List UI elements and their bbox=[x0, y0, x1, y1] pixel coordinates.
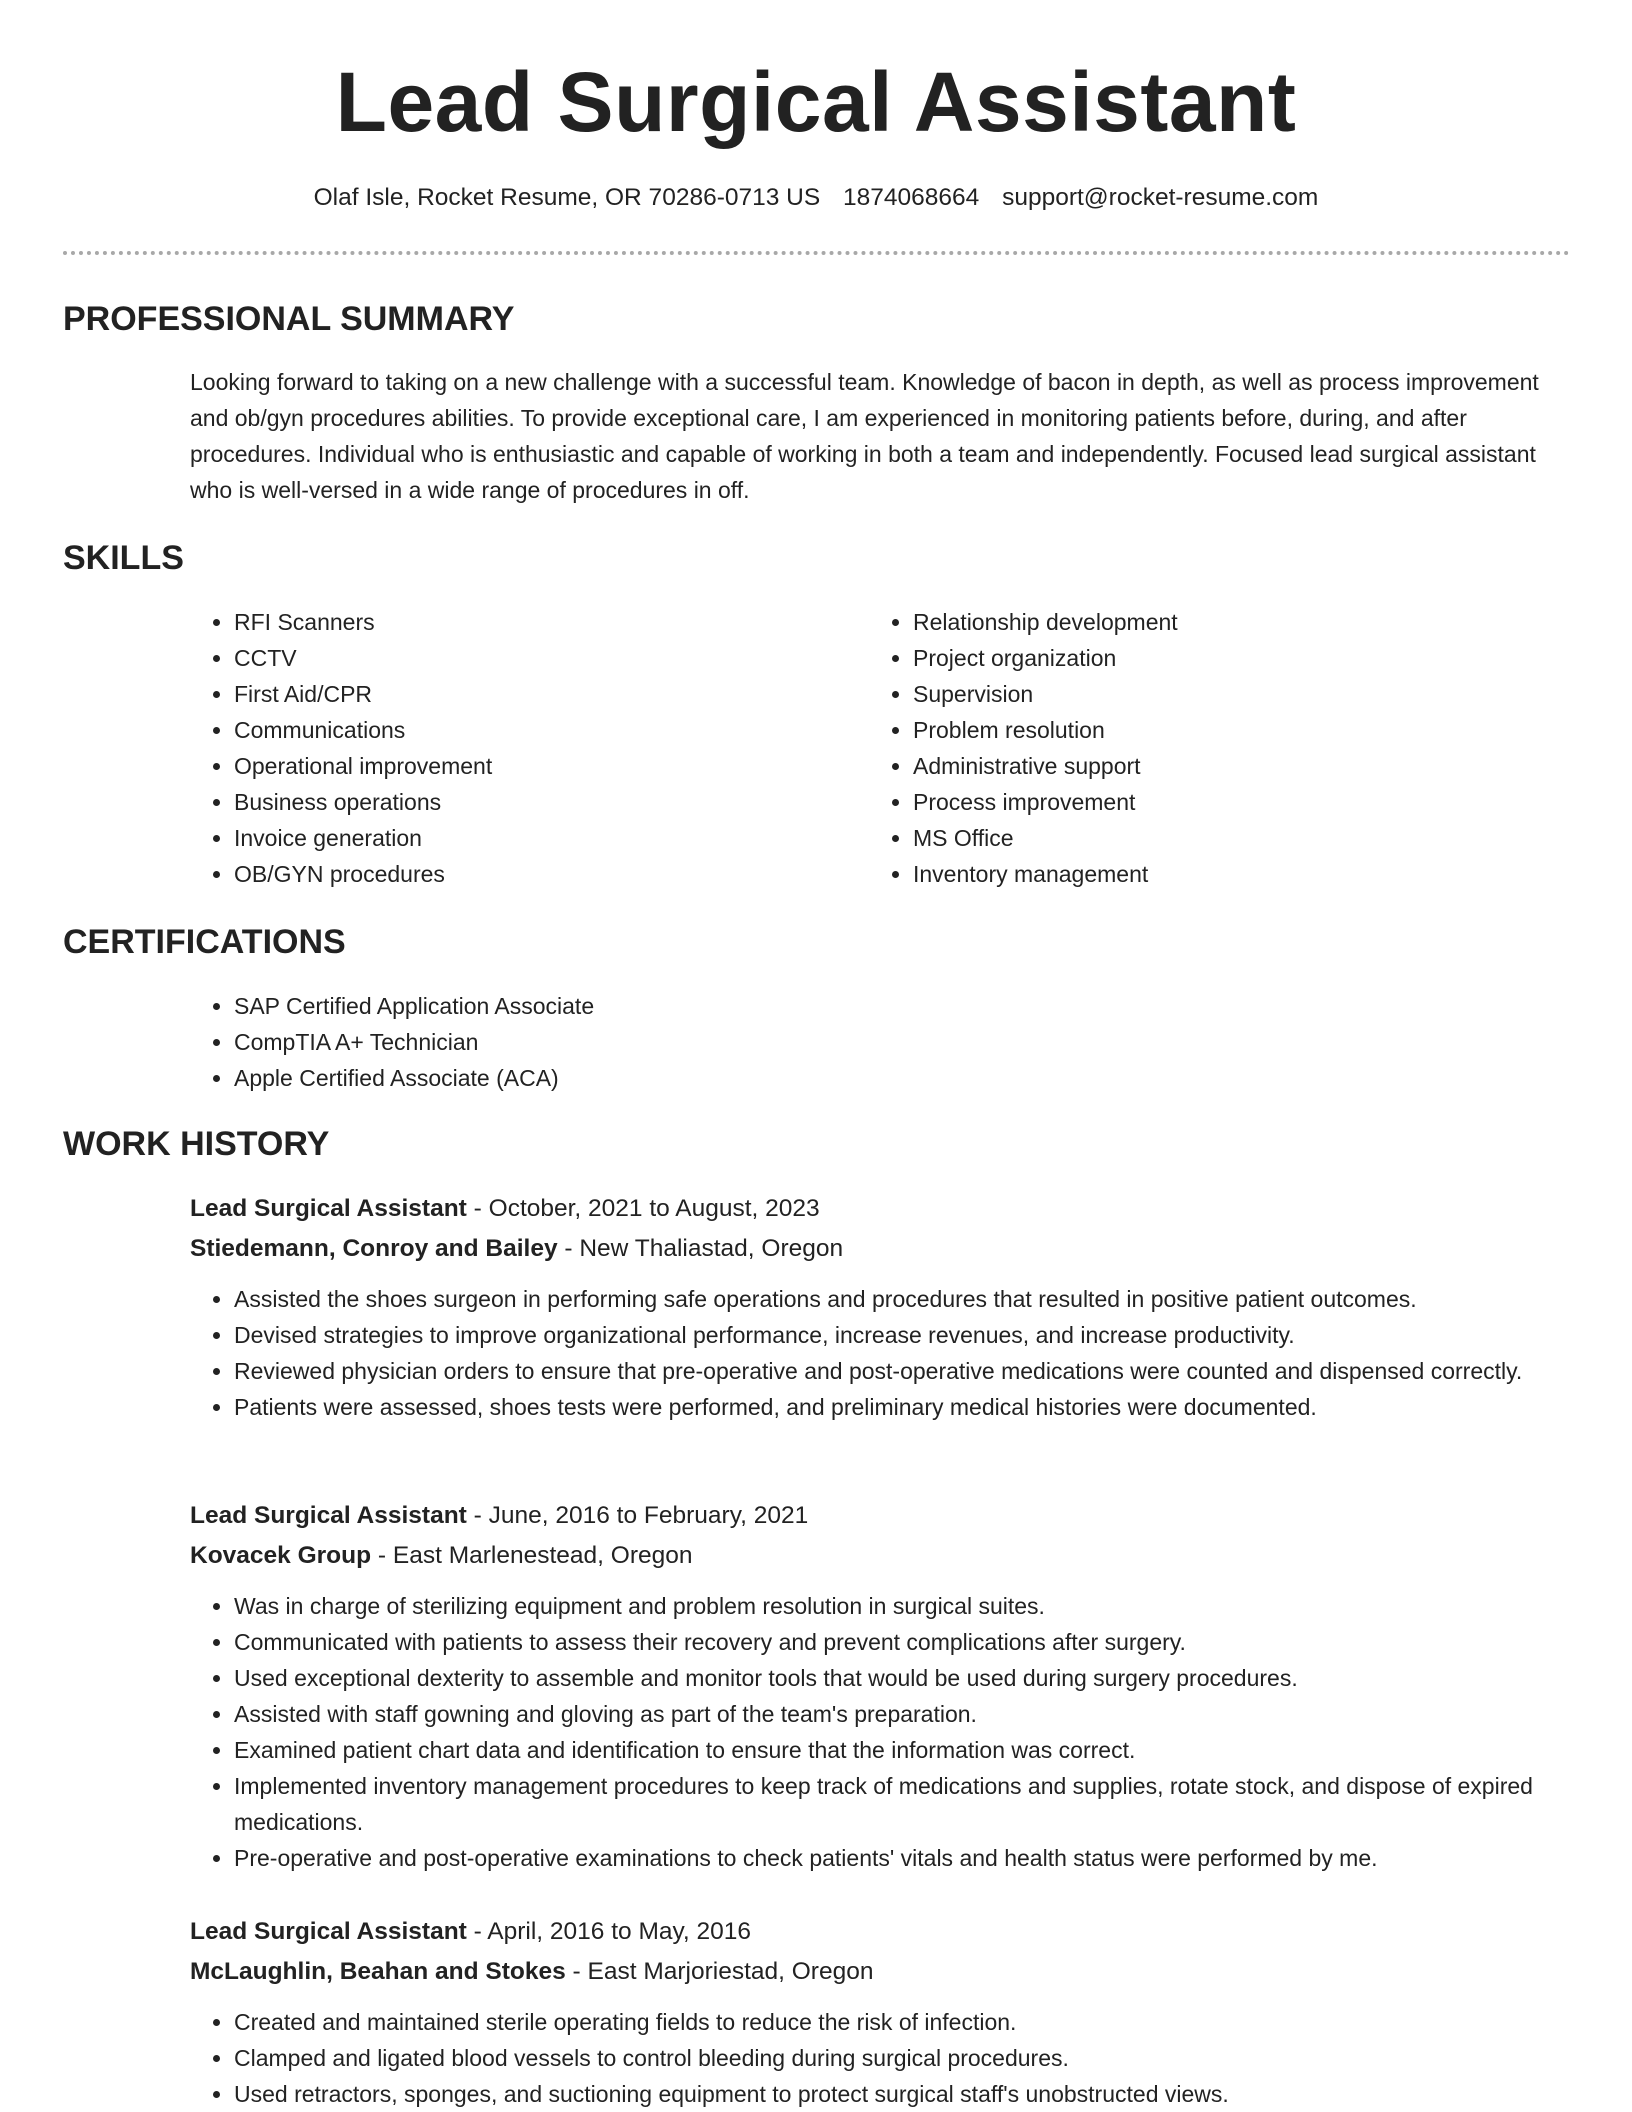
skill-item: • Inventory management bbox=[913, 856, 1509, 892]
job-bullet: • Assisted the shoes surgeon in performing safe operations and procedures that resulted in positive patient outcomes. bbox=[234, 1281, 1570, 1317]
resume-title: Lead Surgical Assistant bbox=[335, 55, 1297, 149]
contact-line bbox=[0, 180, 1632, 216]
job-location: - New Thaliastad, Oregon bbox=[557, 1235, 844, 1262]
job-company-line bbox=[190, 1536, 1570, 1576]
job-title-line bbox=[190, 1189, 1570, 1229]
work-history-heading: WORK HISTORY bbox=[63, 1125, 330, 1163]
job-company: McLaughlin, Beahan and Stokes bbox=[190, 1958, 566, 1985]
job-company: Stiedemann, Conroy and Bailey bbox=[190, 1235, 558, 1262]
skill-item: • Operational improvement bbox=[234, 748, 830, 784]
skills-right-column bbox=[869, 604, 1509, 892]
skill-item: • Process improvement bbox=[913, 784, 1509, 820]
job-company-line bbox=[190, 1952, 1570, 1992]
skill-item: • MS Office bbox=[913, 820, 1509, 856]
skills-left-column bbox=[190, 604, 830, 892]
job-entry bbox=[190, 1189, 1570, 1425]
summary-text: Looking forward to taking on a new challenge with a successful team. Knowledge of bacon in depth, as well as process improvement and ob/gyn procedures abilities. To provide exceptional care, I am experienced in monitoring patients before, during, and after procedures. Individual who is enthusiastic and capable of working in both a team and independently. Focused lead surgical assistant who is well-versed in a wide range of procedures in off. bbox=[190, 369, 1539, 503]
header-divider bbox=[63, 251, 1570, 255]
certification-item: • CompTIA A+ Technician bbox=[234, 1024, 1570, 1060]
job-bullet: • Assisted with staff gowning and gloving as part of the team's preparation. bbox=[234, 1696, 1570, 1732]
certification-item: • Apple Certified Associate (ACA) bbox=[234, 1060, 1570, 1096]
job-dates: - October, 2021 to August, 2023 bbox=[466, 1195, 820, 1222]
certification-item: • SAP Certified Application Associate bbox=[234, 988, 1570, 1024]
skill-item: • Invoice generation bbox=[234, 820, 830, 856]
job-bullet: • Reviewed physician orders to ensure that pre-operative and post-operative medications were counted and dispensed correctly. bbox=[234, 1353, 1570, 1389]
skill-item: • First Aid/CPR bbox=[234, 676, 830, 712]
skill-item: • CCTV bbox=[234, 640, 830, 676]
job-entry bbox=[190, 1912, 1570, 2112]
job-dates: - June, 2016 to February, 2021 bbox=[466, 1502, 809, 1529]
job-title: Lead Surgical Assistant bbox=[190, 1502, 467, 1529]
contact-email: support@rocket-resume.com bbox=[1002, 184, 1319, 211]
contact-address: Olaf Isle, Rocket Resume, OR 70286-0713 US bbox=[313, 184, 821, 211]
job-title-line bbox=[190, 1912, 1570, 1952]
contact-phone: 1874068664 bbox=[843, 184, 980, 211]
job-bullet: • Devised strategies to improve organizational performance, increase revenues, and increase productivity. bbox=[234, 1317, 1570, 1353]
job-bullet: • Created and maintained sterile operating fields to reduce the risk of infection. bbox=[234, 2004, 1570, 2040]
job-title-line bbox=[190, 1496, 1570, 1536]
skill-item: • Problem resolution bbox=[913, 712, 1509, 748]
job-bullet: • Patients were assessed, shoes tests were performed, and preliminary medical histories were documented. bbox=[234, 1389, 1570, 1425]
skill-item: • Communications bbox=[234, 712, 830, 748]
job-title: Lead Surgical Assistant bbox=[190, 1918, 467, 1945]
job-bullet: • Was in charge of sterilizing equipment and problem resolution in surgical suites. bbox=[234, 1588, 1570, 1624]
job-dates: - April, 2016 to May, 2016 bbox=[466, 1918, 752, 1945]
job-company-line bbox=[190, 1229, 1570, 1269]
skill-item: • Relationship development bbox=[913, 604, 1509, 640]
job-bullet: • Used exceptional dexterity to assemble and monitor tools that would be used during surgery procedures. bbox=[234, 1660, 1570, 1696]
job-company: Kovacek Group bbox=[190, 1542, 372, 1569]
skill-item: • Project organization bbox=[913, 640, 1509, 676]
job-bullet: • Used retractors, sponges, and suctioning equipment to protect surgical staff's unobstructed views. bbox=[234, 2076, 1570, 2112]
skill-item: • Administrative support bbox=[913, 748, 1509, 784]
job-bullet: • Communicated with patients to assess their recovery and prevent complications after surgery. bbox=[234, 1624, 1570, 1660]
skill-item: • OB/GYN procedures bbox=[234, 856, 830, 892]
job-location: - East Marlenestead, Oregon bbox=[371, 1542, 693, 1569]
job-bullet: • Implemented inventory management procedures to keep track of medications and supplies, rotate stock, and dispose of expired medications. bbox=[234, 1768, 1570, 1840]
skill-item: • Business operations bbox=[234, 784, 830, 820]
skills-heading: SKILLS bbox=[63, 539, 184, 577]
job-bullet: • Examined patient chart data and identification to ensure that the information was correct. bbox=[234, 1732, 1570, 1768]
job-bullet: • Pre-operative and post-operative examinations to check patients' vitals and health status were performed by me. bbox=[234, 1840, 1570, 1876]
skill-item: • Supervision bbox=[913, 676, 1509, 712]
skill-item: • RFI Scanners bbox=[234, 604, 830, 640]
job-location: - East Marjoriestad, Oregon bbox=[565, 1958, 874, 1985]
job-bullet: • Clamped and ligated blood vessels to control bleeding during surgical procedures. bbox=[234, 2040, 1570, 2076]
job-title: Lead Surgical Assistant bbox=[190, 1195, 467, 1222]
summary-heading: PROFESSIONAL SUMMARY bbox=[63, 300, 515, 338]
job-entry bbox=[190, 1496, 1570, 1876]
certifications-list bbox=[190, 988, 1570, 1096]
certifications-heading: CERTIFICATIONS bbox=[63, 923, 346, 961]
